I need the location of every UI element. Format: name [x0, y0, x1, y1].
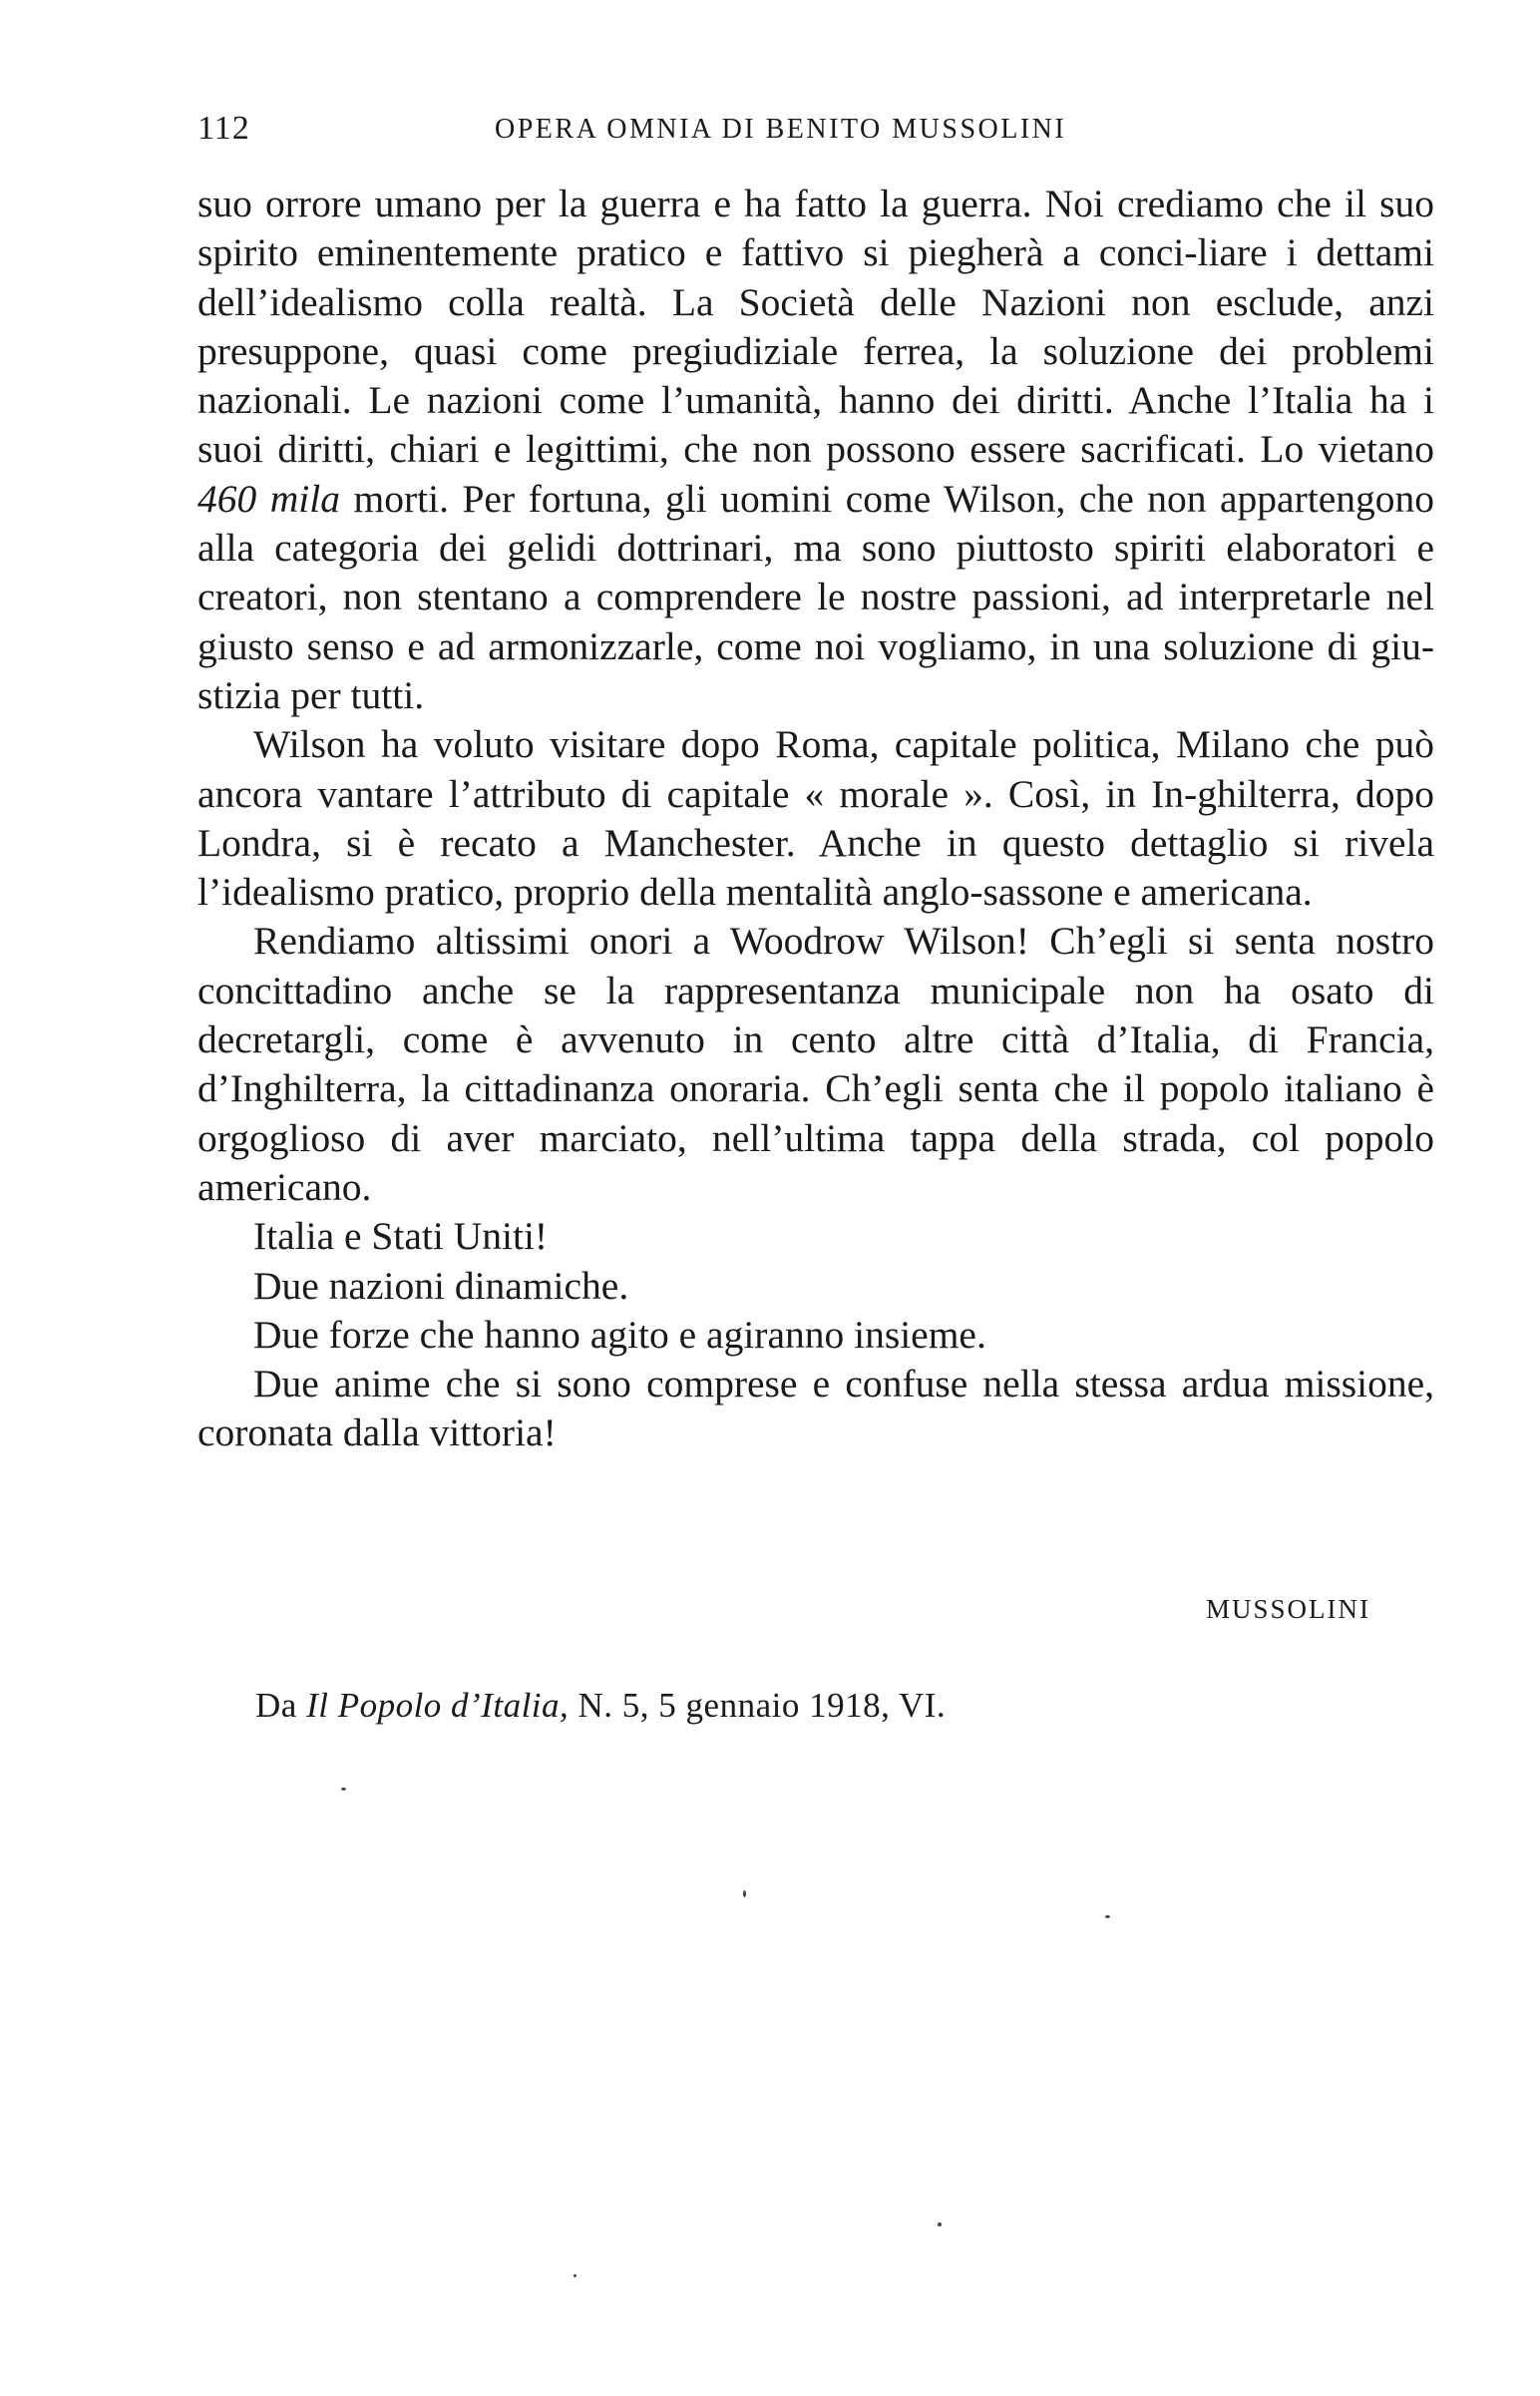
- page-number: 112: [197, 110, 250, 147]
- source-title: Il Popolo d’Italia,: [306, 1686, 570, 1725]
- paragraph-3: Rendiamo altissimi onori a Woodrow Wilson! Ch’egli si senta nostro concittadino anche se la rappresentanza municipale non ha osato di decretargli, come è avvenuto in cento altre città d’Italia, di Francia, d’Inghilterra, la cittadinanza onoraria. Ch’egli senta che il popolo italiano è orgoglioso di aver marciato, nell’ultima tappa della strada, col popolo americano.: [197, 919, 1434, 1209]
- paragraph-1-italic: 460 mila: [197, 476, 340, 521]
- paragraph-2: Wilson ha voluto visitare dopo Roma, capitale politica, Milano che può ancora vantare l’attributo di capitale « morale ». Così, in In-ghilterra, dopo Londra, si è recato a Manchester. Anche in questo dettaglio si rivela l’idealismo pratico, proprio della mentalità anglo-sassone e americana.: [197, 722, 1434, 915]
- source-suffix: N. 5, 5 gennaio 1918, VI.: [569, 1686, 947, 1725]
- article-body: [197, 180, 1434, 1458]
- scan-speck: [341, 1788, 346, 1791]
- scan-speck: [1105, 1915, 1110, 1918]
- paragraph-1: [197, 180, 1434, 720]
- paragraph-7: Due anime che si sono comprese e confuse nella stessa ardua missione, coronata dalla vittoria!: [197, 1362, 1434, 1455]
- page-header: [197, 110, 1434, 160]
- paragraph-5: Due nazioni dinamiche.: [253, 1263, 629, 1308]
- paragraph-6: Due forze che hanno agito e agiranno insieme.: [253, 1312, 986, 1357]
- running-head: OPERA OMNIA DI BENITO MUSSOLINI: [495, 114, 1067, 145]
- scan-speck: [574, 2274, 577, 2277]
- scan-speck: [938, 2222, 942, 2226]
- signature: MUSSOLINI: [1205, 1594, 1370, 1624]
- source-prefix: Da: [255, 1686, 307, 1725]
- paragraph-1-text-a: suo orrore umano per la guerra e ha fatto la guerra. Noi crediamo che il suo spirito eminentemente pratico e fattivo si piegherà a conci-liare i dettami dell’idealismo colla realtà. La Società delle Nazioni non esclude, anzi presuppone, quasi come pregiudiziale ferrea, la soluzione dei problemi nazionali. Le nazioni come l’umanità, hanno dei diritti. Anche l’Italia ha i suoi diritti, chiari e legittimi, che non possono essere sacrificati. Lo vietano: [197, 182, 1434, 472]
- paragraph-4: Italia e Stati Uniti!: [253, 1214, 549, 1259]
- source-citation: [255, 1686, 946, 1726]
- scan-speck: [743, 1890, 746, 1897]
- paragraph-1-text-b: morti. Per fortuna, gli uomini come Wilson, che non appartengono alla categoria dei gelidi dottrinari, ma sono piuttosto spiriti elaboratori e creatori, non stentano a comprendere le nostre passioni, ad interpretarle nel giusto senso e ad armonizzarle, come noi vogliamo, in una soluzione di giu-stizia per tutti.: [197, 476, 1434, 717]
